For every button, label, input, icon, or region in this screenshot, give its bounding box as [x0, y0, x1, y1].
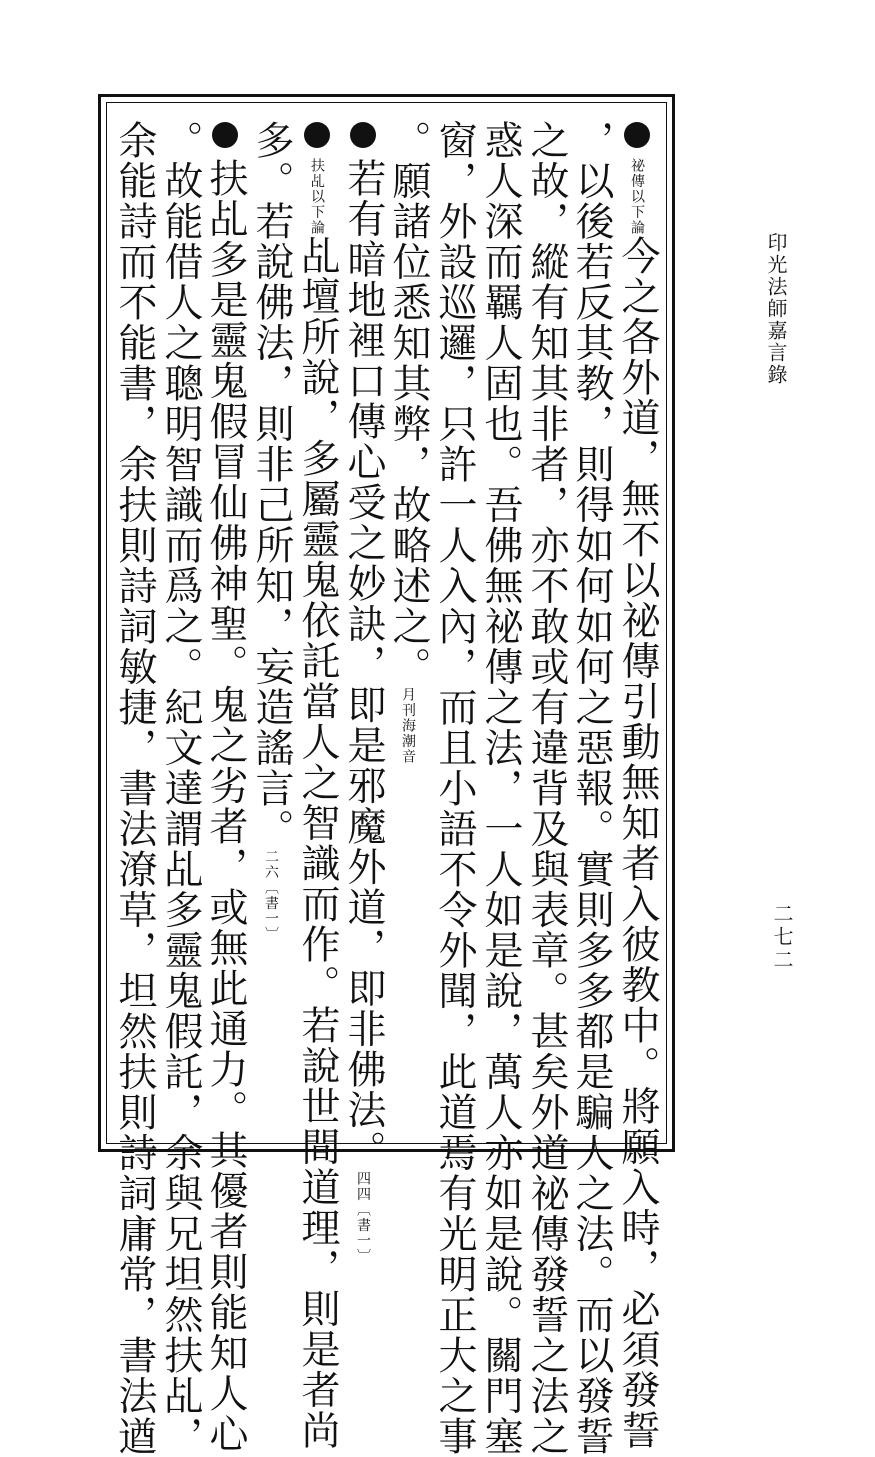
- column-text: 余能詩而不能書，余扶則詩詞敏捷，書法潦草，坦然扶則詩詞庸常，書法遒: [112, 120, 157, 1457]
- page-number: 二七二: [770, 903, 794, 972]
- text-column: [569, 120, 614, 1457]
- text-column: [341, 120, 386, 1264]
- text-column: [615, 120, 660, 1451]
- source-note: 〔書一〕 二六: [263, 849, 279, 942]
- text-column: [432, 120, 477, 1457]
- text-column: [386, 120, 430, 1140]
- column-text: 多。若說佛法，則非己所知，妄造謠言。: [249, 120, 294, 849]
- column-text: 。故能借人之聰明智識而爲之。紀文達謂乩多靈鬼假託，余與兄坦然扶乩，: [158, 120, 203, 1457]
- column-text: 窗，外設巡邏，只許一人入內，而且小語不令外聞，此道焉有光明正大之事: [432, 120, 477, 1457]
- column-text: 扶乩多是靈鬼假冒仙佛神聖。鬼之劣者，或無此通力。其優者則能知人心: [203, 158, 248, 1454]
- book-title: 印光法師嘉言錄: [764, 232, 788, 386]
- column-text: 今之各外道，無不以祕傳引動無知者入彼教中。將願入時，必須發誓: [615, 235, 660, 1451]
- text-column: [478, 120, 523, 1457]
- bullet-icon: [304, 122, 330, 148]
- text-column: [158, 120, 203, 1457]
- annotation: 以下論 扶乩: [309, 158, 325, 236]
- column-text: 之故，縱有知其非者，亦不敢或有違背及與表章。甚矣外道祕傳發誓之法之: [524, 120, 569, 1457]
- column-text: 惑人深而羈人固也。吾佛無祕傳之法，一人如是說，萬人亦如是說。關門塞: [478, 120, 523, 1457]
- column-text: 若有暗地裡口傳心受之妙訣，即是邪魔外道，即非佛法。: [341, 158, 386, 1171]
- column-text: 乩壇所說，多屬靈鬼依託當人之智識而作。若說世間道理，則是者尚: [295, 235, 340, 1451]
- text-column: [112, 120, 157, 1457]
- bullet-icon: [624, 122, 650, 148]
- text-column: [524, 120, 569, 1457]
- column-text: 。願諸位悉知其弊，故略述之。: [386, 120, 431, 687]
- text-column: [249, 120, 293, 1140]
- annotation: 以下論 祕傳: [629, 158, 645, 236]
- bullet-icon: [350, 122, 376, 148]
- source-note: 海潮音 月刊: [400, 687, 416, 765]
- column-text: ，以後若反其教，則得如何如何之惡報。實則多多都是騙人之法。而以發誓: [569, 120, 614, 1457]
- source-note: 〔書一〕 四四: [355, 1170, 371, 1264]
- text-column: [203, 120, 248, 1454]
- text-column: [295, 120, 340, 1451]
- bullet-icon: [212, 122, 238, 148]
